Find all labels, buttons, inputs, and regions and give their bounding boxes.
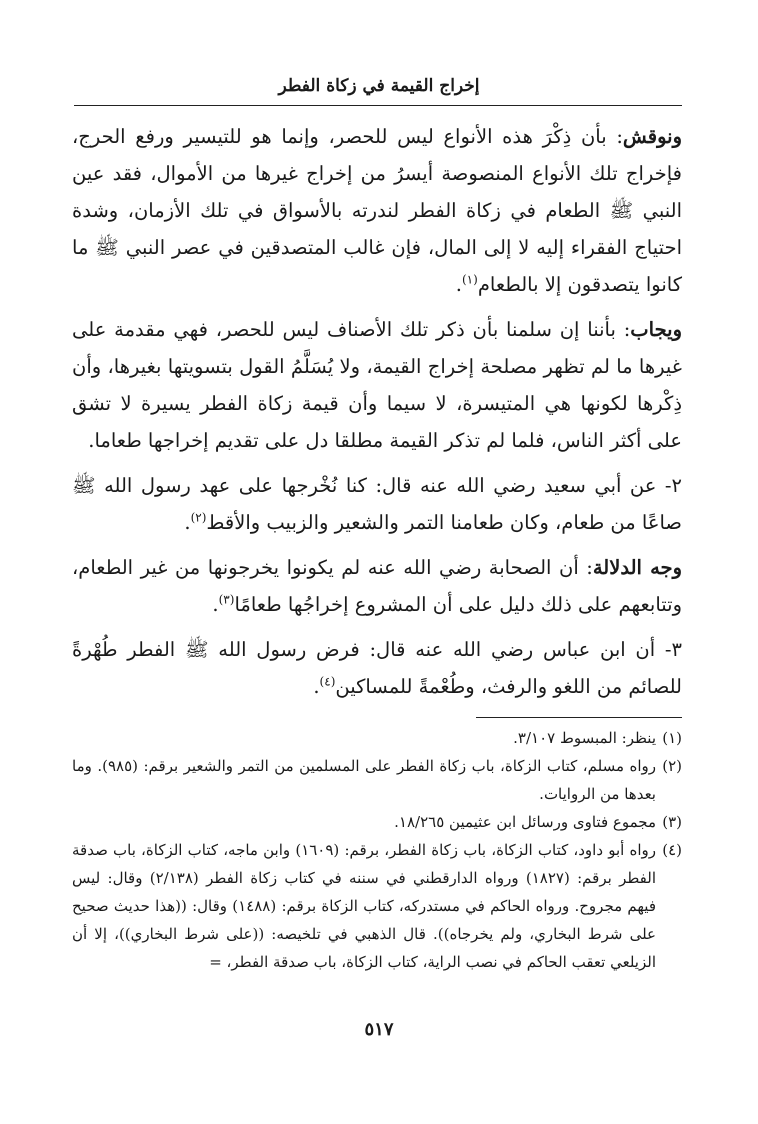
paragraph-text: ٣- أن ابن عباس رضي الله عنه قال: فرض رسول الله ﷺ الفطر طُهْرةً للصائم من اللغو والرفث، وطُعْمةً للمساكين (72, 638, 682, 698)
footnote-number: (١) (662, 729, 682, 747)
paragraph-text: : بأننا إن سلمنا بأن ذكر تلك الأصناف ليس للحصر، فهي مقدمة على غيرها ما لم تظهر مصلحة إخراج القيمة، ولا يُسَلَّمُ القول بتسويتها بغيرها، وأن ذِكْرها لكونها هي المتيسرة، لا سيما وأن قيمة زكاة الفطر يسيرة لا تشق على أكثر الناس، فلما لم تذكر القيمة مطلقا دل على تقديم إخراجها طعاما. (72, 318, 682, 452)
footnote-reference[interactable]: (٣) (218, 592, 235, 607)
running-header-title: إخراج القيمة في زكاة الفطر (278, 76, 480, 96)
paragraph-evidence-point (72, 549, 682, 623)
footnote-item (72, 808, 682, 836)
footnote-item (72, 752, 682, 808)
paragraph-end-mark: . (313, 675, 320, 698)
paragraph-end-mark: . (184, 511, 191, 534)
paragraph-text: ٢- عن أبي سعيد رضي الله عنه قال: كنا نُخْرجها على عهد رسول الله ﷺ صاعًا من طعام، وكان طعامنا التمر والشعير والزبيب والأقط (72, 474, 682, 534)
footnote-text: رواه مسلم، كتاب الزكاة، باب زكاة الفطر على المسلمين من التمر والشعير برقم: (٩٨٥). وما بعدها من الروايات. (72, 757, 656, 803)
header-divider (74, 105, 682, 106)
footnote-number: (٢) (662, 757, 682, 775)
footnote-reference[interactable]: (٤) (319, 674, 336, 689)
main-text (72, 118, 682, 713)
footnote-reference[interactable]: (١) (461, 272, 478, 287)
footnote-text: مجموع فتاوى ورسائل ابن عثيمين ١٨/٢٦٥. (394, 813, 656, 831)
paragraph-evidence-3 (72, 631, 682, 705)
paragraph-lead-word: ويجاب (630, 318, 682, 341)
paragraph-text: : أن الصحابة رضي الله عنه لم يكونوا يخرجونها من غير الطعام، وتتابعهم على ذلك دليل على أن المشروع إخراجُها طعامًا (72, 556, 682, 616)
paragraph-objection (72, 118, 682, 303)
paragraph-evidence-2 (72, 467, 682, 541)
paragraph-lead-word: وجه الدلالة (592, 556, 682, 579)
footnote-text: ينظر: المبسوط ٣/١٠٧. (513, 729, 656, 747)
paragraph-end-mark: . (212, 593, 219, 616)
paragraph-response (72, 311, 682, 459)
footnotes-divider (476, 717, 682, 718)
footnotes-section (72, 724, 682, 976)
footnote-text: رواه أبو داود، كتاب الزكاة، باب زكاة الفطر، برقم: (١٦٠٩) وابن ماجه، كتاب الزكاة، باب صدقة الفطر برقم: (١٨٢٧) ورواه الدارقطني في سننه في كتاب زكاة الفطر (٢/١٣٨) وقال: ليس فيهم مجروح. ورواه الحاكم في مستدركه، كتاب الزكاة برقم: (١٤٨٨) وقال: ((هذا حديث صحيح على شرط البخاري، ولم يخرجاه)). قال الذهبي في تلخيصه: ((على شرط البخاري))، إلا أن الزيلعي تعقب الحاكم في نصب الراية، كتاب الزكاة، باب صدقة الفطر، = (72, 841, 657, 971)
footnote-number: (٤) (662, 841, 682, 859)
footnote-item (72, 724, 682, 752)
footnote-item (72, 836, 682, 976)
footnote-reference[interactable]: (٢) (190, 510, 207, 525)
page-number: ٥١٧ (364, 1019, 394, 1040)
paragraph-lead-word: ونوقش (622, 125, 682, 148)
footnote-number: (٣) (662, 813, 682, 831)
paragraph-text: : بأن ذِكْرَ هذه الأنواع ليس للحصر، وإنما هو للتيسير ورفع الحرج، فإخراج تلك الأنواع المنصوصة أيسرُ من إخراج غيرها من الأموال، فقد عين النبي ﷺ الطعام في زكاة الفطر لندرته بالأسواق في تلك الأزمان، وشدة احتياج الفقراء إليه لا إلى المال، فإن غالب المتصدقين في عصر النبي ﷺ ما كانوا يتصدقون إلا بالطعام (72, 125, 682, 296)
paragraph-end-mark: . (455, 273, 462, 296)
